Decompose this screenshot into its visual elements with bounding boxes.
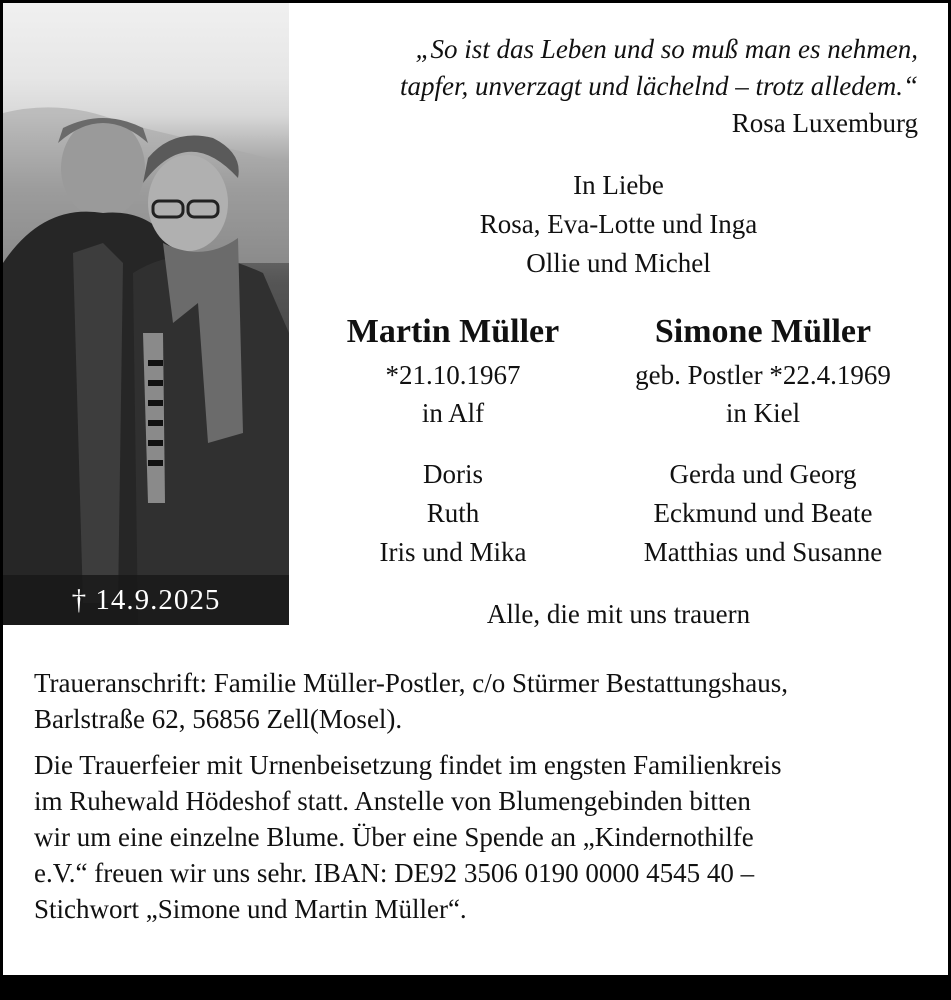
birth-place: in Kiel xyxy=(725,398,801,428)
relatives-left xyxy=(308,455,598,572)
birth-info: *21.10.1967 xyxy=(385,360,521,390)
in-love-block xyxy=(289,166,948,283)
deceased-name: Martin Müller xyxy=(346,313,560,350)
all-mourners: Alle, die mit uns trauern xyxy=(486,599,751,629)
death-date: † 14.9.2025 xyxy=(3,575,289,625)
relative: Iris und Mika xyxy=(379,537,527,567)
deceased-martin xyxy=(308,311,598,432)
couple-photo xyxy=(3,3,289,625)
deceased-simone xyxy=(598,311,928,432)
notice-line-1: Die Trauerfeier mit Urnenbeisetzung findet im engsten Familienkreis xyxy=(34,750,782,780)
notice-text xyxy=(34,665,924,937)
quote-line-1: „So ist das Leben und so muß man es nehmen, xyxy=(415,34,918,64)
quote-author: Rosa Luxemburg xyxy=(731,108,918,138)
relative: Eckmund und Beate xyxy=(653,498,873,528)
in-love-heading: In Liebe xyxy=(573,170,664,200)
birth-info: geb. Postler *22.4.1969 xyxy=(635,360,891,390)
address-line-1: Traueranschrift: Familie Müller-Postler, c/o Stürmer Bestattungshaus, xyxy=(34,668,789,698)
ceremony-notice xyxy=(34,747,924,927)
quote-block xyxy=(400,31,918,142)
address-line-2: Barlstraße 62, 56856 Zell(Mosel). xyxy=(34,704,403,734)
deceased-name: Simone Müller xyxy=(654,313,872,350)
relatives-right xyxy=(598,455,928,572)
notice-line-2: im Ruhewald Hödeshof statt. Anstelle von Blumengebinden bitten xyxy=(34,786,751,816)
obituary-notice xyxy=(3,3,948,975)
notice-line-5: Stichwort „Simone und Martin Müller“. xyxy=(34,894,467,924)
relative: Doris xyxy=(423,459,483,489)
in-love-line-1: Rosa, Eva-Lotte und Inga xyxy=(479,209,758,239)
mourning-address xyxy=(34,665,924,737)
birth-place: in Alf xyxy=(421,398,485,428)
notice-line-3: wir um eine einzelne Blume. Über eine Spende an „Kindernothilfe xyxy=(34,822,754,852)
quote-line-2: tapfer, unverzagt und lächelnd – trotz alledem.“ xyxy=(400,71,918,101)
relative: Matthias und Susanne xyxy=(643,537,883,567)
relative: Ruth xyxy=(426,498,480,528)
in-love-line-2: Ollie und Michel xyxy=(526,248,711,278)
notice-line-4: e.V.“ freuen wir uns sehr. IBAN: DE92 3506 0190 0000 4545 40 – xyxy=(34,858,755,888)
relative: Gerda und Georg xyxy=(669,459,857,489)
photo-silhouette xyxy=(3,3,289,625)
